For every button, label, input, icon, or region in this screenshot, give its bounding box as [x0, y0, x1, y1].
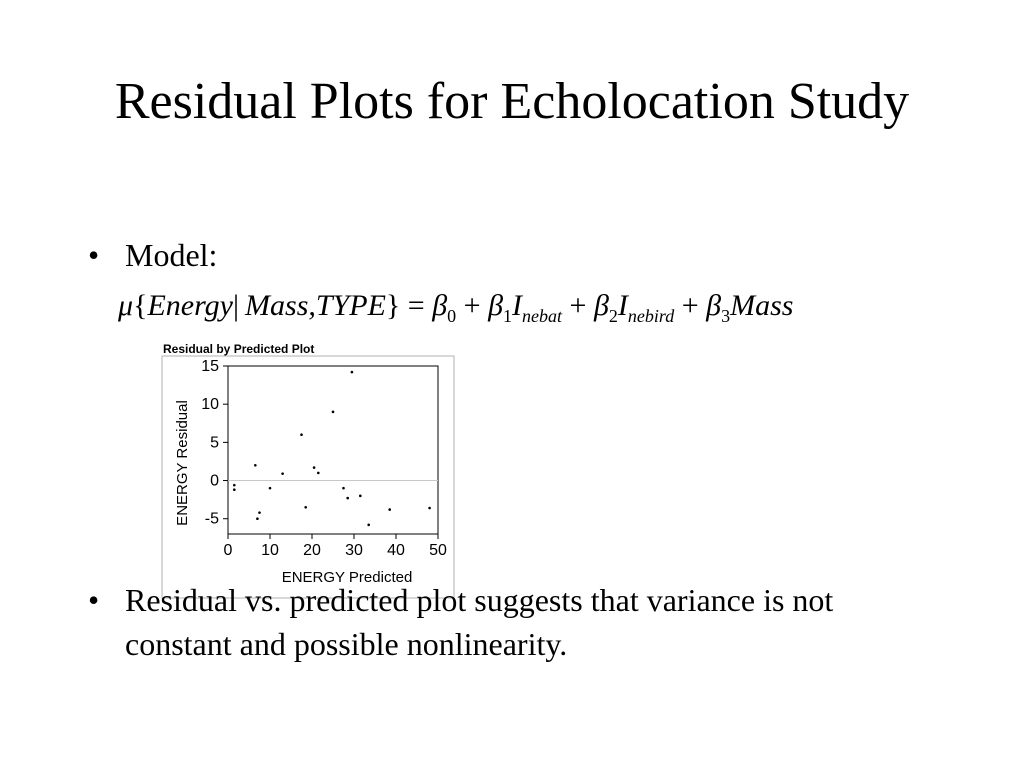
eq-mass: Mass	[730, 289, 794, 322]
eq-lbrace: {	[133, 289, 148, 322]
data-point	[388, 508, 391, 511]
x-tick-label: 0	[223, 542, 233, 559]
data-point	[359, 495, 362, 498]
y-tick-label: 5	[210, 434, 219, 452]
eq-bar: |	[233, 289, 240, 322]
data-point	[304, 506, 307, 509]
data-point	[428, 507, 431, 510]
eq-I1: I	[512, 289, 523, 322]
x-tick-label: 20	[303, 542, 321, 559]
y-tick-label: 10	[201, 396, 219, 414]
data-point	[258, 511, 261, 514]
eq-rbrace: }	[385, 289, 401, 322]
data-point	[332, 411, 335, 414]
residual-plot-svg	[160, 340, 460, 600]
data-point	[300, 433, 303, 436]
data-point	[269, 487, 272, 490]
data-point	[233, 488, 236, 491]
x-tick-label: 10	[261, 542, 279, 559]
chart-frame	[162, 356, 454, 598]
bullet-text: Residual vs. predicted plot suggests that variance is not constant and possible nonlinearity.	[125, 582, 834, 662]
x-tick-label: 50	[429, 542, 447, 559]
eq-energy: Energy	[147, 289, 233, 322]
eq-sub0: 0	[447, 306, 457, 326]
slide-title: Residual Plots for Echolocation Study	[114, 73, 910, 130]
eq-beta1: β	[488, 289, 504, 322]
eq-plus2: +	[569, 289, 587, 322]
eq-I2: I	[617, 289, 628, 322]
eq-nebat: nebat	[522, 306, 563, 326]
data-point	[281, 472, 284, 475]
eq-mu: μ	[118, 289, 134, 322]
data-point	[313, 466, 316, 469]
y-tick-label: 15	[201, 358, 219, 375]
chart-title: Residual by Predicted Plot	[163, 342, 315, 356]
x-tick-label: 40	[387, 542, 405, 559]
x-axis-label: ENERGY Predicted	[281, 569, 413, 586]
eq-beta2: β	[593, 289, 609, 322]
eq-sub2: 2	[608, 306, 618, 326]
y-tick-label: 0	[210, 472, 219, 490]
data-point	[351, 371, 354, 374]
eq-sub3: 3	[721, 306, 731, 326]
bullet-symbol: •	[88, 582, 100, 618]
eq-beta0: β	[432, 289, 448, 322]
data-point	[342, 487, 345, 490]
y-tick-label: -5	[204, 510, 219, 528]
bullet-text: Model:	[125, 237, 218, 273]
model-equation	[118, 286, 793, 336]
eq-nebird: nebird	[627, 306, 675, 326]
eq-plus3: +	[681, 289, 699, 322]
data-point	[256, 517, 259, 520]
eq-equals: =	[407, 289, 425, 322]
data-point	[317, 472, 320, 475]
data-point	[367, 524, 370, 527]
bullet-model	[88, 233, 288, 277]
y-axis-label: ENERGY Residual	[174, 400, 191, 526]
eq-sub1: 1	[503, 306, 513, 326]
data-point	[233, 484, 236, 487]
residual-plot	[160, 340, 460, 600]
data-point	[346, 497, 349, 500]
data-point	[254, 464, 257, 467]
eq-mass-type: Mass,TYPE	[245, 289, 386, 322]
bullet-symbol: •	[88, 237, 100, 273]
x-tick-label: 30	[345, 542, 363, 559]
eq-beta3: β	[706, 289, 722, 322]
eq-plus1: +	[463, 289, 481, 322]
bullet-conclusion	[88, 578, 948, 678]
